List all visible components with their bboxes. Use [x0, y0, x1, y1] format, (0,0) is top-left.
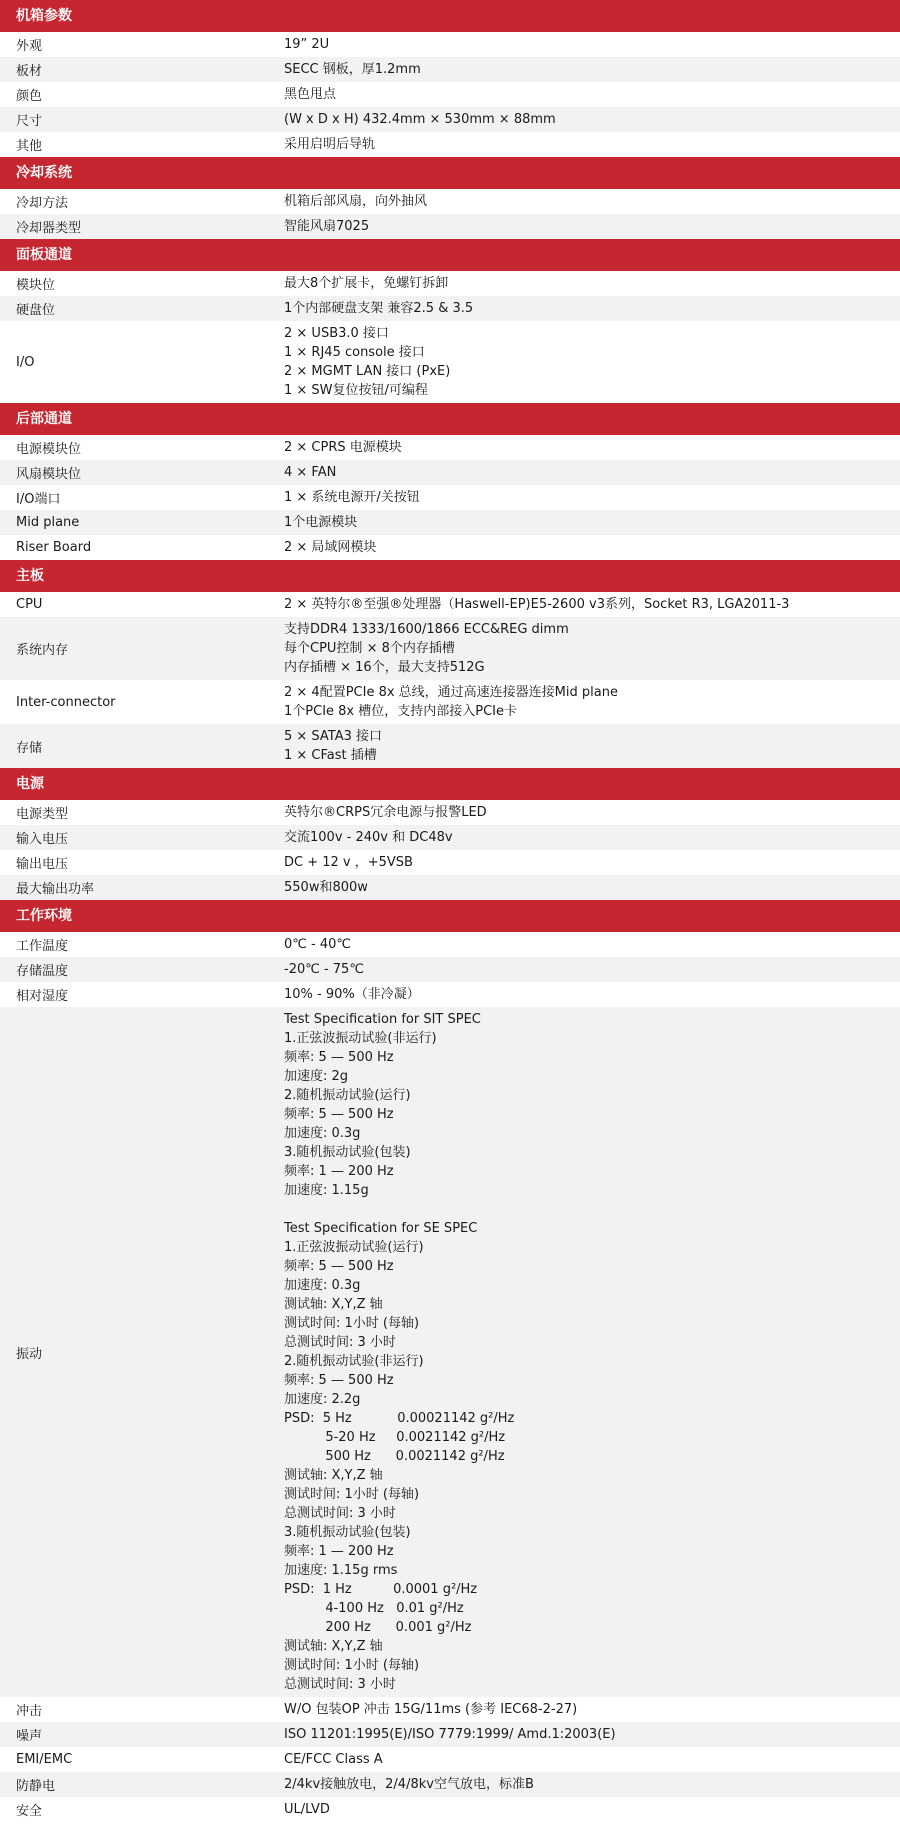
spec-row: [0, 214, 900, 239]
section-header: 机箱参数: [0, 0, 900, 32]
spec-row: [0, 957, 900, 982]
spec-value: 550w和800w: [284, 880, 368, 895]
spec-label: 尺寸: [16, 114, 43, 129]
spec-row: [0, 724, 900, 768]
spec-label: 存储温度: [16, 964, 69, 979]
spec-label: 冷却方法: [16, 196, 69, 211]
spec-value: 英特尔®CRPS冗余电源与报警LED: [284, 805, 487, 820]
spec-value: DC + 12 v ，+5VSB: [284, 855, 413, 870]
section-header: 冷却系统: [0, 157, 900, 189]
spec-value: 2 × 4配置PCIe 8x 总线，通过高速连接器连接Mid plane 1个PCIe 8x 槽位，支持内部接入PCIe卡: [284, 685, 618, 719]
spec-label: I/O端口: [16, 492, 61, 507]
spec-row: [0, 435, 900, 460]
spec-value: W/O 包装OP 冲击 15G/11ms (参考 IEC68-2-27): [284, 1702, 578, 1717]
spec-label: CPU: [16, 597, 43, 612]
spec-value: 10% - 90%（非冷凝）: [284, 987, 420, 1002]
spec-value: 1个内部硬盘支架 兼容2.5 & 3.5: [284, 301, 474, 316]
spec-label: 颜色: [16, 89, 43, 104]
spec-label: I/O: [16, 354, 35, 370]
spec-value: 2 × 局域网模块: [284, 540, 377, 555]
spec-label: 系统内存: [16, 643, 69, 658]
spec-label: Inter-connector: [16, 694, 116, 710]
spec-row: [0, 510, 900, 535]
spec-value: 1个电源模块: [284, 515, 358, 530]
section-header: 后部通道: [0, 403, 900, 435]
section-header: 面板通道: [0, 239, 900, 271]
spec-row: [0, 82, 900, 107]
section-header: 电源: [0, 768, 900, 800]
section-header: 主板: [0, 560, 900, 592]
spec-row: [0, 271, 900, 296]
spec-label: 硬盘位: [16, 303, 56, 318]
spec-row: [0, 1007, 900, 1697]
spec-row: [0, 800, 900, 825]
spec-row: [0, 932, 900, 957]
spec-label: 安全: [16, 1804, 43, 1819]
spec-value: ISO 11201:1995(E)/ISO 7779:1999/ Amd.1:2003(E): [284, 1727, 616, 1742]
spec-label: Mid plane: [16, 515, 80, 530]
spec-row: [0, 1747, 900, 1772]
spec-label: 其他: [16, 139, 43, 154]
spec-value: 最大8个扩展卡，免螺钉拆卸: [284, 276, 449, 291]
spec-label: 防静电: [16, 1779, 56, 1794]
spec-row: [0, 32, 900, 57]
spec-label: 板材: [16, 64, 43, 79]
spec-value: 19” 2U: [284, 37, 330, 52]
spec-label: 存储: [16, 740, 43, 756]
section-header: 工作环境: [0, 900, 900, 932]
spec-row: [0, 850, 900, 875]
spec-label: 电源类型: [16, 807, 69, 822]
spec-row: [0, 1797, 900, 1822]
spec-row: [0, 1772, 900, 1797]
spec-row: [0, 535, 900, 560]
spec-value: 5 × SATA3 接口 1 × CFast 插槽: [284, 729, 383, 763]
spec-row: [0, 321, 900, 403]
spec-row: [0, 1722, 900, 1747]
spec-value: 2 × 英特尔®至强®处理器（Haswell-EP)E5-2600 v3系列，Socket R3, LGA2011-3: [284, 597, 790, 612]
spec-row: [0, 485, 900, 510]
spec-row: [0, 680, 900, 724]
spec-row: [0, 57, 900, 82]
spec-value: CE/FCC Class A: [284, 1752, 383, 1767]
spec-row: [0, 1697, 900, 1722]
spec-value: 2/4kv接触放电，2/4/8kv空气放电，标准B: [284, 1777, 534, 1792]
spec-row: [0, 296, 900, 321]
spec-label: 冷却器类型: [16, 221, 82, 236]
spec-row: [0, 592, 900, 617]
spec-value: 0℃ - 40℃: [284, 937, 351, 952]
spec-label: 输入电压: [16, 832, 69, 847]
spec-label: 相对湿度: [16, 989, 69, 1004]
spec-value: UL/LVD: [284, 1802, 330, 1817]
spec-label: 外观: [16, 39, 43, 54]
spec-value: 智能风扇7025: [284, 219, 370, 234]
spec-label: 冲击: [16, 1704, 43, 1719]
spec-value: 黑色甩点: [284, 87, 337, 102]
spec-value: 采用启明后导轨: [284, 137, 376, 152]
spec-label: 振动: [16, 1346, 43, 1362]
spec-row: [0, 132, 900, 157]
spec-value: Test Specification for SIT SPEC 1.正弦波振动试验(非运行) 频率: 5 — 500 Hz 加速度: 2g 2.随机振动试验(运行) 频率: 5 — 500 Hz 加速度: 0.3g 3.随机振动试验(包装) 频率: 1 — 200 Hz 加速度: 1.15g Test Specification for SE SPEC 1.正弦波振动试验(运行) 频率: 5 — 500 Hz 加速度: 0.3g 测试轴: X,Y,Z 轴 测试时间: 1小时 (每轴) 总测试时间: 3 小时 2.随机振动试验(非运行) 频率: 5 — 500 Hz 加速度: 2.2g PSD: 5 Hz 0.00021142 g²/Hz 5-20 Hz 0.0021142 g²/Hz 500 Hz 0.0021142 g²/Hz 测试轴: X,Y,Z 轴 测试时间: 1小时 (每轴) 总测试时间: 3 小时 3.随机振动试验(包装) 频率: 1 — 200 Hz 加速度: 1.15g rms PSD: 1 Hz 0.0001 g²/Hz 4-100 Hz 0.01 g²/Hz 200 Hz 0.001 g²/Hz 测试轴: X,Y,Z 轴 测试时间: 1小时 (每轴) 总测试时间: 3 小时: [284, 1012, 515, 1692]
spec-row: [0, 107, 900, 132]
spec-label: 噪声: [16, 1729, 43, 1744]
spec-row: [0, 825, 900, 850]
spec-label: 最大输出功率: [16, 882, 95, 897]
spec-row: [0, 617, 900, 680]
spec-value: 4 × FAN: [284, 465, 337, 480]
spec-value: 2 × USB3.0 接口 1 × RJ45 console 接口 2 × MGMT LAN 接口 (PxE) 1 × SW复位按钮/可编程: [284, 326, 451, 398]
spec-value: (W x D x H) 432.4mm × 530mm × 88mm: [284, 112, 556, 127]
spec-row: [0, 982, 900, 1007]
spec-label: 风扇模块位: [16, 467, 82, 482]
spec-row: [0, 875, 900, 900]
spec-label: Riser Board: [16, 540, 92, 555]
spec-label: 输出电压: [16, 857, 69, 872]
spec-value: SECC 钢板，厚1.2mm: [284, 62, 421, 77]
spec-label: EMI/EMC: [16, 1752, 73, 1767]
spec-row: [0, 460, 900, 485]
spec-label: 电源模块位: [16, 442, 82, 457]
spec-label: 工作温度: [16, 939, 69, 954]
spec-value: 机箱后部风扇，向外抽风: [284, 194, 428, 209]
spec-value: 支持DDR4 1333/1600/1866 ECC&REG dimm 每个CPU控制 × 8个内存插槽 内存插槽 × 16个，最大支持512G: [284, 622, 569, 675]
spec-value: -20℃ - 75℃: [284, 962, 364, 977]
spec-value: 2 × CPRS 电源模块: [284, 440, 402, 455]
spec-row: [0, 189, 900, 214]
spec-value: 1 × 系统电源开/关按钮: [284, 490, 420, 505]
spec-label: 模块位: [16, 278, 56, 293]
spec-value: 交流100v - 240v 和 DC48v: [284, 830, 453, 845]
